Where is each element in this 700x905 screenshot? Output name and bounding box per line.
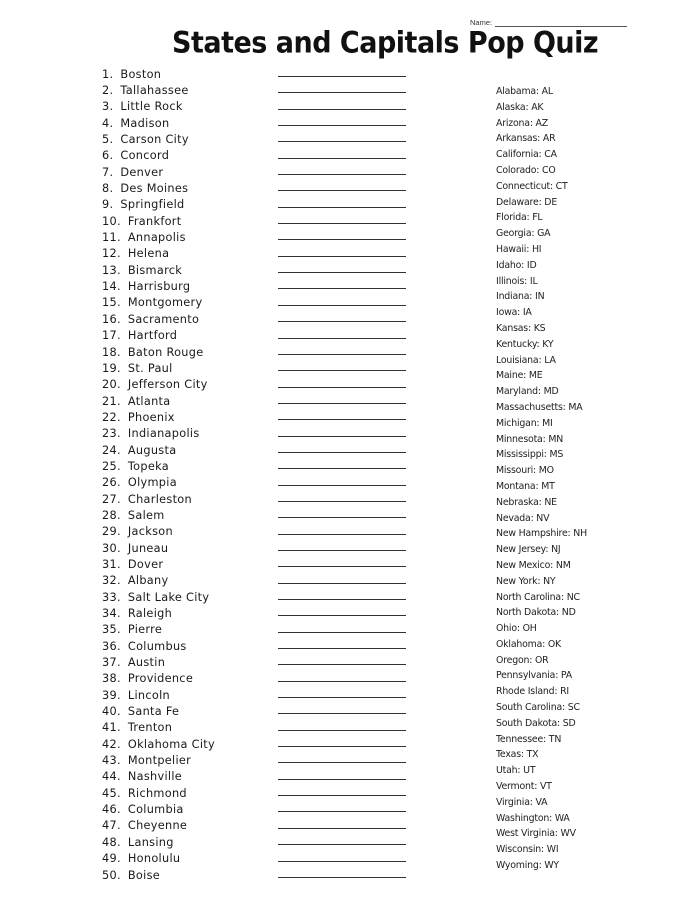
state-abbreviation-item: South Dakota: SD <box>496 717 576 729</box>
quiz-item <box>102 180 215 196</box>
state-abbreviation-item: Illinois: IL <box>496 275 538 287</box>
answer-blank-line[interactable] <box>278 190 406 191</box>
answer-blank-line[interactable] <box>278 338 406 339</box>
state-abbreviation-item: New York: NY <box>496 575 556 587</box>
quiz-item <box>102 475 215 491</box>
quiz-item-capital: Dover <box>127 557 164 571</box>
quiz-item-capital: Santa Fe <box>127 705 180 719</box>
quiz-item <box>102 736 215 752</box>
state-abbreviation-item: Oregon: OR <box>496 654 549 666</box>
quiz-item-number: 27. <box>102 492 121 506</box>
quiz-item-number: 43. <box>102 754 121 768</box>
quiz-item-number: 32. <box>102 574 121 588</box>
quiz-item-capital: Oklahoma City <box>127 737 216 751</box>
quiz-item <box>102 605 215 621</box>
quiz-item-capital: Juneau <box>127 541 169 555</box>
answer-blank-line[interactable] <box>278 354 406 355</box>
quiz-item-number: 20. <box>102 378 121 392</box>
quiz-item-capital: Jefferson City <box>127 378 208 392</box>
quiz-item <box>102 377 215 393</box>
quiz-item <box>102 328 215 344</box>
state-abbreviation-item: Colorado: CO <box>496 164 556 176</box>
quiz-item-capital: Charleston <box>127 492 192 506</box>
state-abbreviation-item: Oklahoma: OK <box>496 638 561 650</box>
name-blank-line[interactable] <box>495 18 627 27</box>
quiz-item-number: 37. <box>102 656 121 670</box>
quiz-item-number: 42. <box>102 737 121 751</box>
state-abbreviation-item: New Hampshire: NH <box>496 528 587 540</box>
quiz-item <box>102 99 215 115</box>
answer-blank-line[interactable] <box>278 288 406 289</box>
quiz-item-capital: Albany <box>127 574 169 588</box>
quiz-item <box>102 524 215 540</box>
quiz-item-capital: Concord <box>120 149 170 163</box>
quiz-item <box>102 278 215 294</box>
quiz-item-capital: Trenton <box>127 721 173 735</box>
quiz-item-number: 36. <box>102 639 121 653</box>
quiz-item-number: 21. <box>102 394 121 408</box>
state-abbreviation-item: Minnesota: MN <box>496 433 564 445</box>
quiz-item-number: 3. <box>102 100 114 114</box>
quiz-item-number: 14. <box>102 280 121 294</box>
state-abbreviation-item: Montana: MT <box>496 480 555 492</box>
quiz-item-number: 10. <box>102 214 121 228</box>
answer-blank-line[interactable] <box>278 534 406 535</box>
quiz-item-capital: Nashville <box>127 770 183 784</box>
quiz-item <box>102 164 215 180</box>
state-abbreviation-item: Vermont: VT <box>496 781 552 793</box>
quiz-item-number: 11. <box>102 231 121 245</box>
quiz-item <box>102 867 215 883</box>
quiz-item <box>102 818 215 834</box>
quiz-item-number: 30. <box>102 541 121 555</box>
answer-blank-line[interactable] <box>278 239 406 240</box>
answer-blank-line[interactable] <box>278 207 406 208</box>
quiz-item-capital: Salem <box>127 508 165 522</box>
quiz-item-number: 35. <box>102 623 121 637</box>
answer-blank-line[interactable] <box>278 566 406 567</box>
quiz-item-capital: Olympia <box>127 476 177 490</box>
quiz-item-number: 46. <box>102 803 121 817</box>
state-abbreviation-list <box>496 84 587 874</box>
state-abbreviation-item: Hawaii: HI <box>496 243 542 255</box>
state-abbreviation-item: Wisconsin: WI <box>496 844 559 856</box>
answer-blank-line[interactable] <box>278 256 406 257</box>
quiz-item <box>102 556 215 572</box>
quiz-item-number: 40. <box>102 705 121 719</box>
quiz-item-number: 34. <box>102 607 121 621</box>
state-abbreviation-item: Kentucky: KY <box>496 338 554 350</box>
state-abbreviation-item: Nebraska: NE <box>496 496 557 508</box>
quiz-item <box>102 360 215 376</box>
quiz-item-capital: Denver <box>120 165 164 179</box>
answer-blank-line[interactable] <box>278 681 406 682</box>
quiz-item <box>102 654 215 670</box>
state-abbreviation-item: Ohio: OH <box>496 623 537 635</box>
quiz-item-capital: Boston <box>120 67 162 81</box>
name-field[interactable] <box>470 18 627 27</box>
state-abbreviation-item: Alaska: AK <box>496 101 544 113</box>
answer-blank-line[interactable] <box>278 174 406 175</box>
quiz-item-capital: Carson City <box>120 133 189 147</box>
quiz-item-number: 15. <box>102 296 121 310</box>
quiz-item-capital: Honolulu <box>127 852 181 866</box>
answer-blank-line[interactable] <box>278 762 406 763</box>
quiz-item <box>102 82 215 98</box>
quiz-item-capital: Pierre <box>127 623 163 637</box>
state-abbreviation-item: Florida: FL <box>496 212 543 224</box>
quiz-item <box>102 834 215 850</box>
answer-blank-line[interactable] <box>278 615 406 616</box>
quiz-item-capital: Little Rock <box>120 100 183 114</box>
quiz-item-number: 39. <box>102 688 121 702</box>
quiz-item-capital: Columbus <box>127 639 187 653</box>
quiz-item-number: 44. <box>102 770 121 784</box>
quiz-item <box>102 426 215 442</box>
quiz-item-capital: Raleigh <box>127 607 173 621</box>
quiz-item-number: 24. <box>102 443 121 457</box>
answer-blank-line[interactable] <box>278 583 406 584</box>
state-abbreviation-item: Pennsylvania: PA <box>496 670 572 682</box>
quiz-item-number: 50. <box>102 868 121 882</box>
quiz-item-number: 28. <box>102 508 121 522</box>
quiz-item <box>102 262 215 278</box>
state-abbreviation-item: Texas: TX <box>496 749 539 761</box>
quiz-item-capital: Lansing <box>127 835 174 849</box>
answer-blank-line[interactable] <box>278 648 406 649</box>
answer-blank-line[interactable] <box>278 811 406 812</box>
answer-blank-line[interactable] <box>278 403 406 404</box>
quiz-item <box>102 311 215 327</box>
answer-blank-line[interactable] <box>278 828 406 829</box>
quiz-item <box>102 393 215 409</box>
quiz-item-number: 26. <box>102 476 121 490</box>
state-abbreviation-item: North Carolina: NC <box>496 591 580 603</box>
quiz-list <box>102 66 215 883</box>
answer-blank-line[interactable] <box>278 305 406 306</box>
quiz-item-capital: Richmond <box>127 786 187 800</box>
quiz-item-number: 6. <box>102 149 114 163</box>
quiz-item-number: 23. <box>102 427 121 441</box>
quiz-item-number: 47. <box>102 819 121 833</box>
state-abbreviation-item: Rhode Island: RI <box>496 686 569 698</box>
quiz-item <box>102 507 215 523</box>
quiz-item <box>102 148 215 164</box>
quiz-item-capital: Helena <box>127 247 170 261</box>
quiz-item-capital: Salt Lake City <box>127 590 210 604</box>
quiz-item-capital: Madison <box>120 116 170 130</box>
quiz-item-capital: Providence <box>127 672 194 686</box>
quiz-item-number: 13. <box>102 263 121 277</box>
state-abbreviation-item: New Mexico: NM <box>496 559 571 571</box>
answer-blank-line[interactable] <box>278 599 406 600</box>
state-abbreviation-item: Georgia: GA <box>496 228 551 240</box>
answer-blank-line[interactable] <box>278 730 406 731</box>
state-abbreviation-item: Alabama: AL <box>496 86 553 97</box>
quiz-item <box>102 801 215 817</box>
quiz-item <box>102 213 215 229</box>
answer-blank-line[interactable] <box>278 485 406 486</box>
answer-blank-line[interactable] <box>278 632 406 633</box>
quiz-item-number: 7. <box>102 165 114 179</box>
quiz-item-number: 17. <box>102 329 121 343</box>
quiz-item-capital: Boise <box>127 868 161 882</box>
quiz-item-number: 22. <box>102 410 121 424</box>
quiz-item-capital: Phoenix <box>127 410 175 424</box>
answer-blank-line[interactable] <box>278 387 406 388</box>
quiz-item-number: 12. <box>102 247 121 261</box>
state-abbreviation-item: Utah: UT <box>496 765 536 777</box>
quiz-item-number: 29. <box>102 525 121 539</box>
quiz-item-number: 2. <box>102 84 114 98</box>
quiz-item-capital: Bismarck <box>127 263 183 277</box>
answer-blank-line[interactable] <box>278 550 406 551</box>
quiz-item-capital: Montpelier <box>127 754 192 768</box>
answer-blank-line[interactable] <box>278 370 406 371</box>
state-abbreviation-item: North Dakota: ND <box>496 607 576 619</box>
answer-blank-line[interactable] <box>278 109 406 110</box>
quiz-item <box>102 344 215 360</box>
state-abbreviation-item: Iowa: IA <box>496 307 532 319</box>
state-abbreviation-item: Maine: ME <box>496 370 543 382</box>
answer-blank-line[interactable] <box>278 861 406 862</box>
quiz-item-capital: Columbia <box>127 803 184 817</box>
answer-blank-line[interactable] <box>278 76 406 77</box>
state-abbreviation-item: Michigan: MI <box>496 417 553 429</box>
answer-blank-line[interactable] <box>278 419 406 420</box>
quiz-item <box>102 573 215 589</box>
answer-blank-line[interactable] <box>278 779 406 780</box>
answer-blank-line[interactable] <box>278 452 406 453</box>
quiz-item-capital: Hartford <box>127 329 178 343</box>
quiz-item <box>102 442 215 458</box>
quiz-item-number: 4. <box>102 116 114 130</box>
answer-blank-line[interactable] <box>278 517 406 518</box>
quiz-item-capital: St. Paul <box>127 361 173 375</box>
answer-blank-line[interactable] <box>278 697 406 698</box>
name-label: Name: <box>470 18 493 27</box>
state-abbreviation-item: Virginia: VA <box>496 796 548 808</box>
state-abbreviation-item: Mississippi: MS <box>496 449 564 461</box>
quiz-item-number: 16. <box>102 312 121 326</box>
quiz-item-number: 48. <box>102 835 121 849</box>
state-abbreviation-item: Nevada: NV <box>496 512 550 524</box>
state-abbreviation-item: Arizona: AZ <box>496 117 548 129</box>
quiz-item <box>102 409 215 425</box>
quiz-item <box>102 769 215 785</box>
quiz-item <box>102 622 215 638</box>
answer-blank-line[interactable] <box>278 436 406 437</box>
state-abbreviation-item: Tennessee: TN <box>496 733 562 745</box>
quiz-item-capital: Sacramento <box>127 312 200 326</box>
quiz-item <box>102 131 215 147</box>
answer-blank-line[interactable] <box>278 468 406 469</box>
quiz-item <box>102 295 215 311</box>
quiz-item <box>102 589 215 605</box>
quiz-item-number: 33. <box>102 590 121 604</box>
quiz-item-capital: Des Moines <box>120 182 189 196</box>
quiz-item-number: 9. <box>102 198 114 212</box>
answer-blank-line[interactable] <box>278 321 406 322</box>
state-abbreviation-item: Missouri: MO <box>496 465 554 477</box>
quiz-item-number: 25. <box>102 459 121 473</box>
state-abbreviation-item: Washington: WA <box>496 812 570 824</box>
quiz-item-capital: Harrisburg <box>127 280 191 294</box>
quiz-item <box>102 851 215 867</box>
quiz-item <box>102 197 215 213</box>
state-abbreviation-item: Connecticut: CT <box>496 180 568 192</box>
state-abbreviation-item: Maryland: MD <box>496 386 559 398</box>
state-abbreviation-item: Wyoming: WY <box>496 860 559 872</box>
answer-blank-line[interactable] <box>278 272 406 273</box>
quiz-item <box>102 66 215 82</box>
quiz-item-number: 45. <box>102 786 121 800</box>
answer-blank-line[interactable] <box>278 713 406 714</box>
state-abbreviation-item: New Jersey: NJ <box>496 544 561 556</box>
answer-blank-line[interactable] <box>278 877 406 878</box>
quiz-item <box>102 540 215 556</box>
quiz-item-capital: Atlanta <box>127 394 171 408</box>
answer-blank-line[interactable] <box>278 844 406 845</box>
answer-blank-line[interactable] <box>278 158 406 159</box>
quiz-item-number: 31. <box>102 557 121 571</box>
quiz-item-capital: Cheyenne <box>127 819 188 833</box>
state-abbreviation-item: Indiana: IN <box>496 291 545 303</box>
quiz-item-capital: Lincoln <box>127 688 170 702</box>
state-abbreviation-item: Delaware: DE <box>496 196 558 208</box>
state-abbreviation-item: Louisiana: LA <box>496 354 556 366</box>
quiz-item-number: 49. <box>102 852 121 866</box>
quiz-item <box>102 720 215 736</box>
page-title: States and Capitals Pop Quiz <box>172 26 599 61</box>
quiz-item-number: 1. <box>102 67 114 81</box>
quiz-item <box>102 785 215 801</box>
quiz-item <box>102 491 215 507</box>
quiz-item <box>102 671 215 687</box>
answer-blank-line[interactable] <box>278 141 406 142</box>
quiz-item-capital: Topeka <box>127 459 169 473</box>
quiz-item-number: 5. <box>102 133 114 147</box>
quiz-item <box>102 229 215 245</box>
state-abbreviation-item: West Virginia: WV <box>496 828 576 840</box>
quiz-item-capital: Baton Rouge <box>127 345 204 359</box>
quiz-item-number: 8. <box>102 182 114 196</box>
quiz-item-number: 38. <box>102 672 121 686</box>
answer-blank-line[interactable] <box>278 501 406 502</box>
answer-blank-line[interactable] <box>278 795 406 796</box>
state-abbreviation-item: Kansas: KS <box>496 322 546 334</box>
quiz-item-capital: Tallahassee <box>120 84 189 98</box>
state-abbreviation-item: Idaho: ID <box>496 259 537 271</box>
state-abbreviation-item: Massachusetts: MA <box>496 401 583 413</box>
answer-blank-line[interactable] <box>278 664 406 665</box>
quiz-item <box>102 458 215 474</box>
state-abbreviation-item: South Carolina: SC <box>496 702 580 714</box>
quiz-item <box>102 687 215 703</box>
quiz-item-number: 18. <box>102 345 121 359</box>
answer-blank-line[interactable] <box>278 223 406 224</box>
state-abbreviation-item: California: CA <box>496 149 557 161</box>
quiz-item-capital: Springfield <box>120 198 185 212</box>
quiz-item-capital: Indianapolis <box>127 427 200 441</box>
quiz-item-capital: Frankfort <box>127 214 182 228</box>
quiz-item-capital: Austin <box>127 656 166 670</box>
quiz-item-number: 41. <box>102 721 121 735</box>
quiz-item <box>102 703 215 719</box>
quiz-item <box>102 246 215 262</box>
quiz-item <box>102 115 215 131</box>
answer-blank-line[interactable] <box>278 746 406 747</box>
quiz-item-number: 19. <box>102 361 121 375</box>
answer-blank-line[interactable] <box>278 125 406 126</box>
quiz-item-capital: Jackson <box>127 525 173 539</box>
quiz-item <box>102 752 215 768</box>
state-abbreviation-item: Arkansas: AR <box>496 133 556 145</box>
answer-blank-line[interactable] <box>278 92 406 93</box>
quiz-item-capital: Montgomery <box>127 296 203 310</box>
quiz-item-capital: Annapolis <box>127 231 186 245</box>
quiz-item-capital: Augusta <box>127 443 177 457</box>
quiz-item <box>102 638 215 654</box>
